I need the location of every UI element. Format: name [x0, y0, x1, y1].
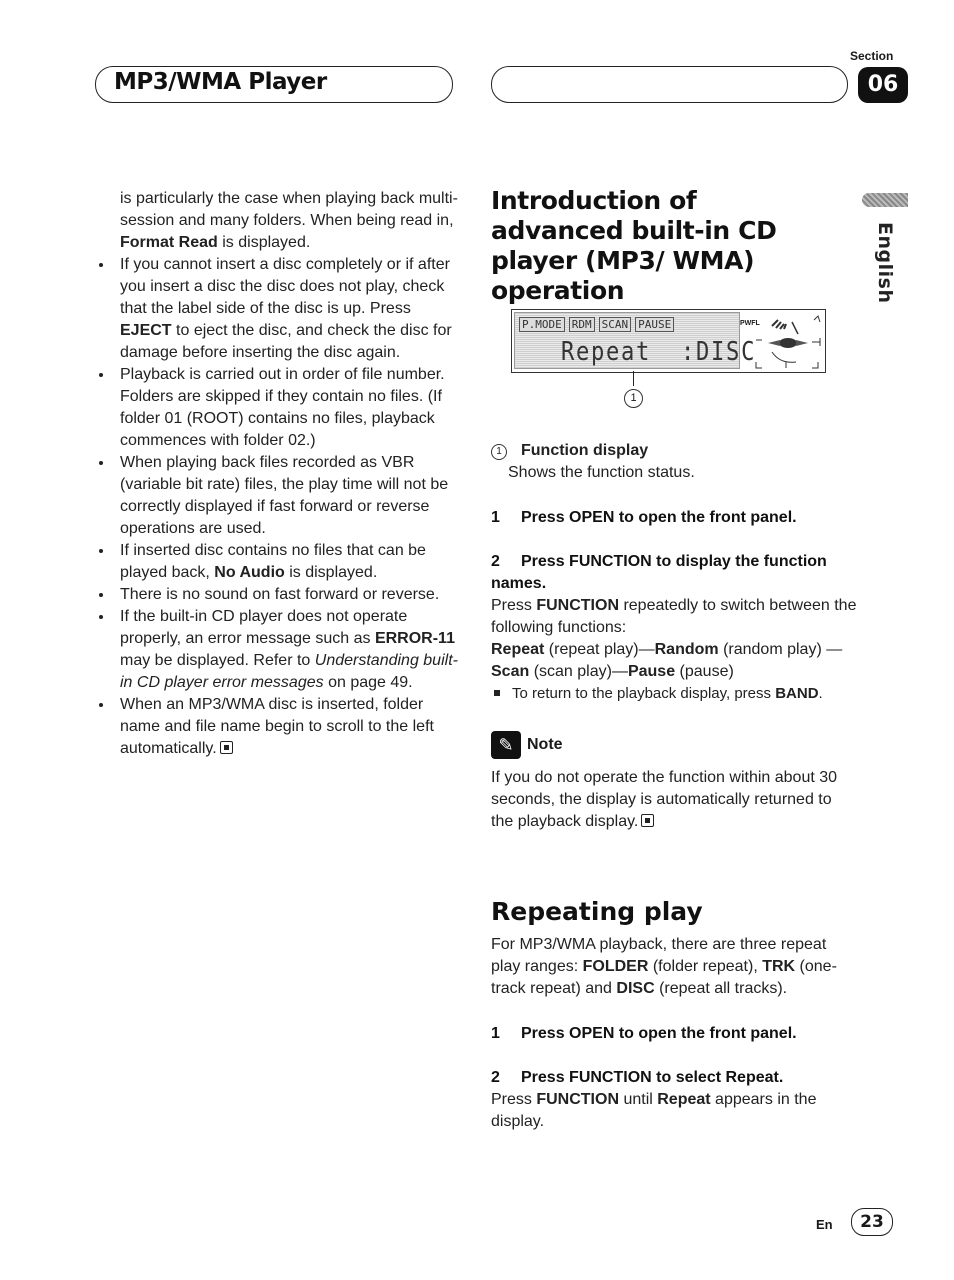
intro-paragraph: is particularly the case when playing back multi-session and many folders. When being read in, Format Read is displayed.: [120, 190, 458, 251]
section-label: Section: [850, 49, 894, 63]
end-mark-icon: [220, 741, 233, 754]
intro-step-1: 1 Press OPEN to open the front panel.: [491, 509, 797, 526]
intro-step-2: 2 Press FUNCTION to display the function names. Press FUNCTION repeatedly to switch between the following functions: Repeat (repeat play)—Random (random play) —Scan (scan play)—Pause (pause) To return to the playback display, press BAND.: [491, 551, 857, 705]
header-title: MP3/WMA Player: [114, 69, 327, 95]
notes-list: [96, 254, 464, 760]
repeat-step-2: 2 Press FUNCTION to select Repeat. Press FUNCTION until Repeat appears in the display.: [491, 1069, 817, 1130]
pencil-note-icon: ✎: [491, 731, 521, 759]
lcd-text: Repeat :DISC: [561, 337, 757, 367]
function-sequence: Repeat (repeat play)—Random (random play) —Scan (scan play)—Pause (pause): [491, 641, 843, 680]
note-block: [491, 731, 857, 833]
page-number: 23: [851, 1208, 893, 1236]
rdm-tag: RDM: [569, 317, 595, 332]
list-item: There is no sound on fast forward or reverse.: [96, 584, 464, 606]
callout-number: 1: [491, 444, 507, 460]
list-item: Playback is carried out in order of file number. Folders are skipped if they contain no files. (If folder 01 (ROOT) contains no files, playback commences with folder 02.): [96, 364, 464, 452]
list-item: If the built-in CD player does not operate properly, an error message such as ERROR-11 may be displayed. Refer to Understanding built-in CD player error messages on page 49.: [96, 606, 464, 694]
footer-language: En: [816, 1217, 833, 1232]
left-column: [96, 188, 464, 760]
list-item: When playing back files recorded as VBR (variable bit rate) files, the play time will not be correctly displayed if fast forward or reverse operations are used.: [96, 452, 464, 540]
intro-heading: Introduction of advanced built-in CD player (MP3/ WMA) operation: [491, 186, 777, 305]
level-meter-icon: [752, 312, 824, 370]
header-empty-frame: [491, 66, 848, 103]
repeat-intro: For MP3/WMA playback, there are three repeat play ranges: FOLDER (folder repeat), TRK (one-track repeat) and DISC (repeat all tracks).: [491, 936, 837, 997]
language-tab-marker: [862, 193, 908, 207]
repeat-step-1: 1 Press OPEN to open the front panel.: [491, 1025, 797, 1042]
callout-leader-line: [633, 371, 634, 386]
callout-desc: Shows the function status.: [508, 464, 695, 481]
function-display-illustration: [511, 309, 826, 373]
pwfl-label: PWFL: [740, 320, 760, 327]
list-item: If you cannot insert a disc completely or if after you insert a disc the disc does not play, check that the label side of the disc is up. Press EJECT to eject the disc, and check the disc for damage before inserting the disc again.: [96, 254, 464, 364]
function-tag-bar: [519, 317, 674, 332]
section-number-badge: 06: [858, 67, 908, 103]
list-item: When an MP3/WMA disc is inserted, folder name and file name begin to scroll to the left automatically.: [96, 694, 464, 760]
band-tip: To return to the playback display, press BAND.: [491, 683, 857, 705]
pmode-tag: P.MODE: [519, 317, 565, 332]
callout-marker: 1: [624, 389, 643, 408]
callout-description: [491, 440, 861, 484]
repeat-heading: Repeating play: [491, 897, 703, 926]
list-item: If inserted disc contains no files that can be played back, No Audio is displayed.: [96, 540, 464, 584]
end-mark-icon: [641, 814, 654, 827]
callout-title: Function display: [521, 442, 649, 459]
language-tab-label: English: [874, 222, 896, 304]
note-label: Note: [527, 736, 563, 754]
pause-tag: PAUSE: [635, 317, 674, 332]
square-bullet-icon: [494, 690, 500, 696]
scan-tag: SCAN: [599, 317, 632, 332]
note-text: If you do not operate the function within about 30 seconds, the display is automatically returned to the playback display.: [491, 769, 838, 830]
